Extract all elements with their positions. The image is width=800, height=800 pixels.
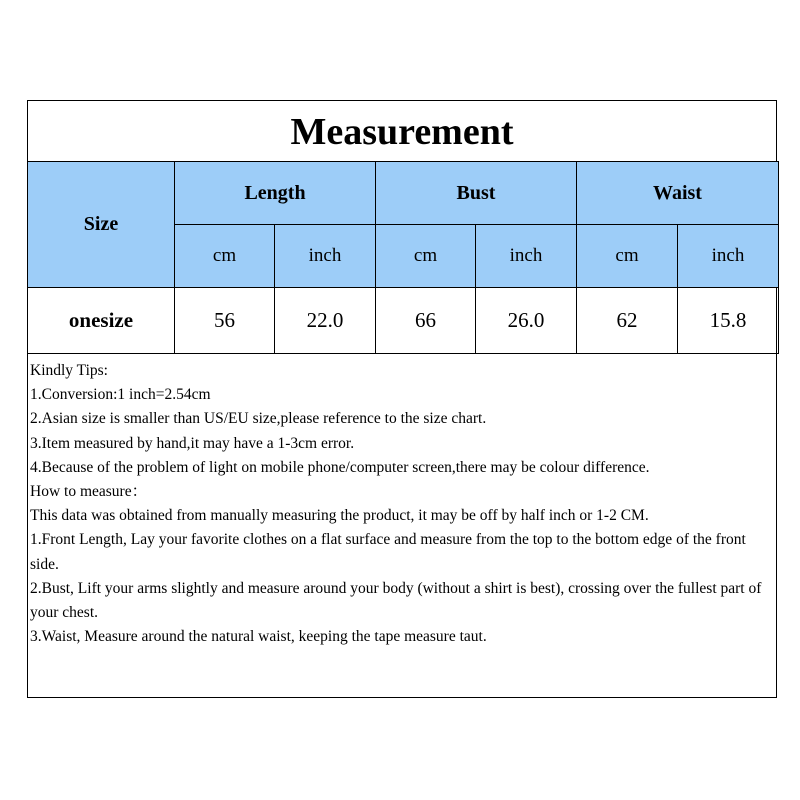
note-line: 2.Asian size is smaller than US/EU size,please reference to the size chart. [30, 410, 487, 428]
measurement-sheet [27, 100, 777, 698]
size-cell: onesize [28, 288, 175, 354]
bust-cm-cell: 66 [376, 288, 476, 354]
notes-section [30, 359, 774, 649]
waist-inch-cell: 15.8 [678, 288, 779, 354]
length-cm-cell: 56 [175, 288, 275, 354]
bust-cm-header: cm [376, 225, 476, 288]
bust-inch-cell: 26.0 [476, 288, 577, 354]
waist-cm-header: cm [577, 225, 678, 288]
waist-inch-header: inch [678, 225, 779, 288]
bust-inch-header: inch [476, 225, 577, 288]
note-line: 1.Front Length, Lay your favorite clothes on a flat surface and measure from the top to the bottom edge of the front side. [30, 531, 746, 573]
note-line: 4.Because of the problem of light on mobile phone/computer screen,there may be colour difference. [30, 458, 650, 476]
note-line: This data was obtained from manually measuring the product, it may be off by half inch or 1-2 CM. [30, 507, 649, 525]
waist-cm-cell: 62 [577, 288, 678, 354]
note-line: 2.Bust, Lift your arms slightly and measure around your body (without a shirt is best), crossing over the fullest part of your chest. [30, 579, 762, 622]
waist-header: Waist [577, 162, 779, 225]
note-line: 3.Item measured by hand,it may have a 1-3cm error. [30, 434, 355, 452]
bust-header: Bust [376, 162, 577, 225]
length-inch-cell: 22.0 [275, 288, 376, 354]
length-inch-header: inch [275, 225, 376, 288]
note-line: Kindly Tips: [30, 362, 108, 379]
size-chart-table [27, 161, 779, 354]
table-row [28, 288, 779, 354]
size-header: Size [28, 162, 175, 288]
note-line: 1.Conversion:1 inch=2.54cm [30, 386, 211, 404]
note-line: 3.Waist, Measure around the natural waist, keeping the tape measure taut. [30, 628, 487, 646]
page-title: Measurement [290, 111, 514, 153]
note-line: How to measure： [30, 483, 148, 501]
length-cm-header: cm [175, 225, 275, 288]
length-header: Length [175, 162, 376, 225]
